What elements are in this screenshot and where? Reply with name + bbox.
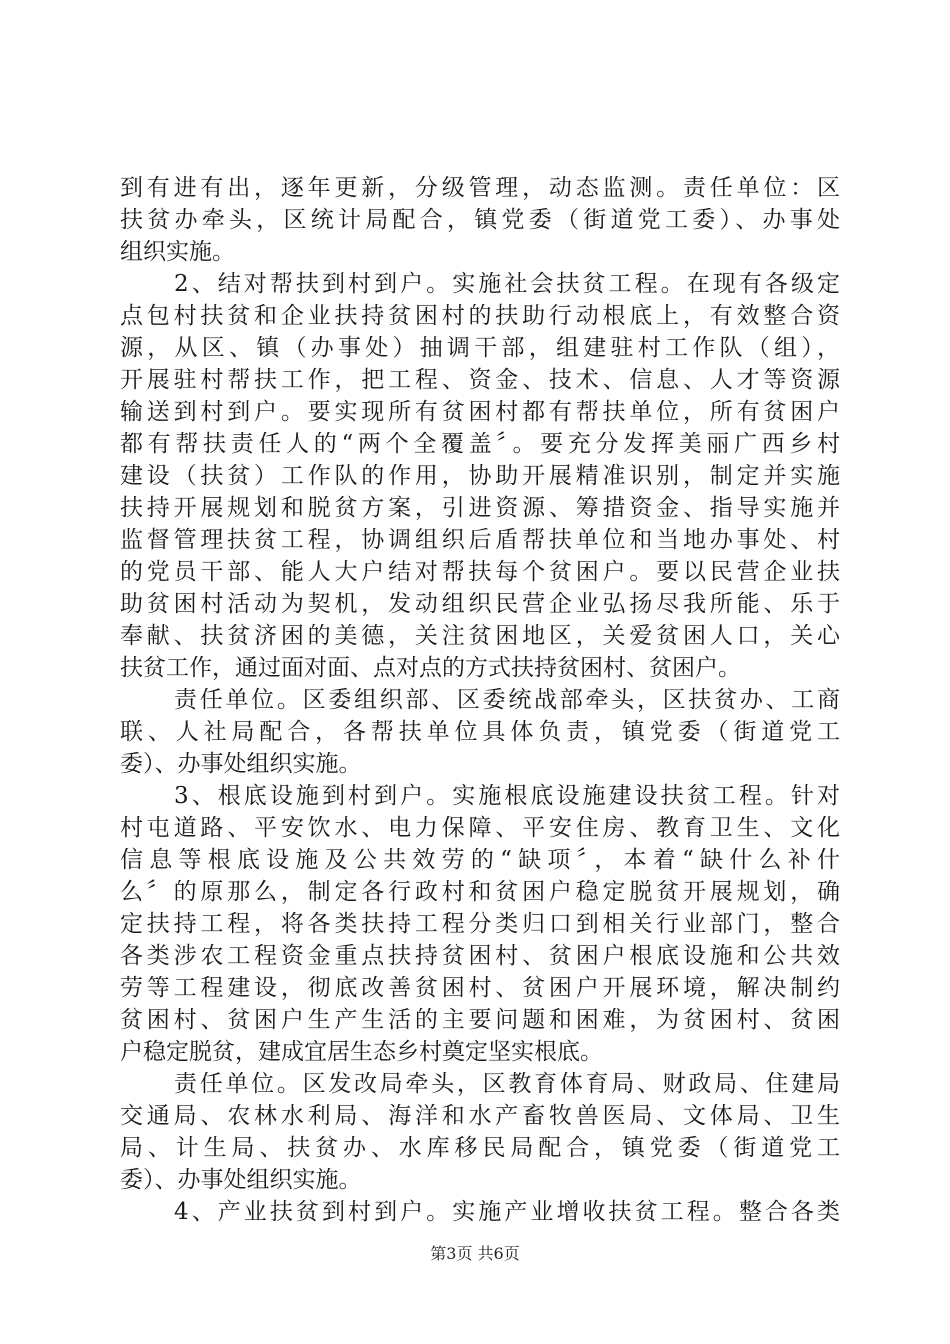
text-line: 户稳定脱贫，建成宜居生态乡村奠定坚实根底。 xyxy=(120,1039,603,1065)
text-line: 扶贫工作，通过面对面、点对点的方式扶持贫困村、贫困户。 xyxy=(120,655,741,681)
text-line: 扶贫办牵头，区统计局配合，镇党委（街道党工委）、办事处 xyxy=(120,207,840,233)
text-line: 扶持开展规划和脱贫方案，引进资源、筹措资金、指导实施并 xyxy=(120,495,840,521)
text-line: 开展驻村帮扶工作，把工程、资金、技术、信息、人才等资源 xyxy=(120,367,840,393)
paragraph-start-line: 3、根底设施到村到户。实施根底设施建设扶贫工程。针对 xyxy=(174,783,840,809)
text-line: 都有帮扶责任人的“两个全覆盖〞。要充分发挥美丽广西乡村 xyxy=(120,431,840,457)
text-line: 监督管理扶贫工程，协调组织后盾帮扶单位和当地办事处、村 xyxy=(120,527,840,553)
text-line: 源，从区、镇（办事处）抽调干部，组建驻村工作队（组）， xyxy=(120,335,840,361)
text-line: 助贫困村活动为契机，发动组织民营企业弘扬尽我所能、乐于 xyxy=(120,591,840,617)
paragraph-start-line: 4、产业扶贫到村到户。实施产业增收扶贫工程。整合各类 xyxy=(174,1199,840,1225)
text-line: 定扶持工程，将各类扶持工程分类归口到相关行业部门，整合 xyxy=(120,911,840,937)
text-line: 交通局、农林水利局、海洋和水产畜牧兽医局、文体局、卫生 xyxy=(120,1103,840,1129)
text-line: 局、计生局、扶贫办、水库移民局配合，镇党委（街道党工 xyxy=(120,1135,840,1161)
text-line: 组织实施。 xyxy=(120,239,235,265)
text-line: 委）、办事处组织实施。 xyxy=(120,1167,362,1193)
text-line: 建设（扶贫）工作队的作用，协助开展精准识别，制定并实施 xyxy=(120,463,840,489)
text-line: 村屯道路、平安饮水、电力保障、平安住房、教育卫生、文化 xyxy=(120,815,840,841)
text-line: 各类涉农工程资金重点扶持贫困村、贫困户根底设施和公共效 xyxy=(120,943,840,969)
text-line: 劳等工程建设，彻底改善贫困村、贫困户开展环境，解决制约 xyxy=(120,975,840,1001)
text-line: 委）、办事处组织实施。 xyxy=(120,751,362,777)
text-line: 联、人社局配合，各帮扶单位具体负责，镇党委（街道党工 xyxy=(120,719,840,745)
paragraph-start-line: 责任单位。区委组织部、区委统战部牵头，区扶贫办、工商 xyxy=(174,687,840,713)
text-line: 点包村扶贫和企业扶持贫困村的扶助行动根底上，有效整合资 xyxy=(120,303,840,329)
paragraph-start-line: 2、结对帮扶到村到户。实施社会扶贫工程。在现有各级定 xyxy=(174,271,840,297)
text-line: 么〞的原那么，制定各行政村和贫困户稳定脱贫开展规划，确 xyxy=(120,879,840,905)
text-line: 输送到村到户。要实现所有贫困村都有帮扶单位，所有贫困户 xyxy=(120,399,840,425)
text-line: 贫困村、贫困户生产生活的主要问题和困难，为贫困村、贫困 xyxy=(120,1007,840,1033)
body-text xyxy=(120,172,840,1228)
page-number-footer: 第3页 共6页 xyxy=(430,1244,520,1263)
text-line: 奉献、扶贫济困的美德，关注贫困地区，关爱贫困人口，关心 xyxy=(120,623,840,649)
paragraph-start-line: 责任单位。区发改局牵头，区教育体育局、财政局、住建局 xyxy=(174,1071,840,1097)
text-line: 到有进有出，逐年更新，分级管理，动态监测。责任单位：区 xyxy=(120,175,840,201)
text-line: 的党员干部、能人大户结对帮扶每个贫困户。要以民营企业扶 xyxy=(120,559,840,585)
text-line: 信息等根底设施及公共效劳的“缺项〞，本着“缺什么补什 xyxy=(120,847,840,873)
